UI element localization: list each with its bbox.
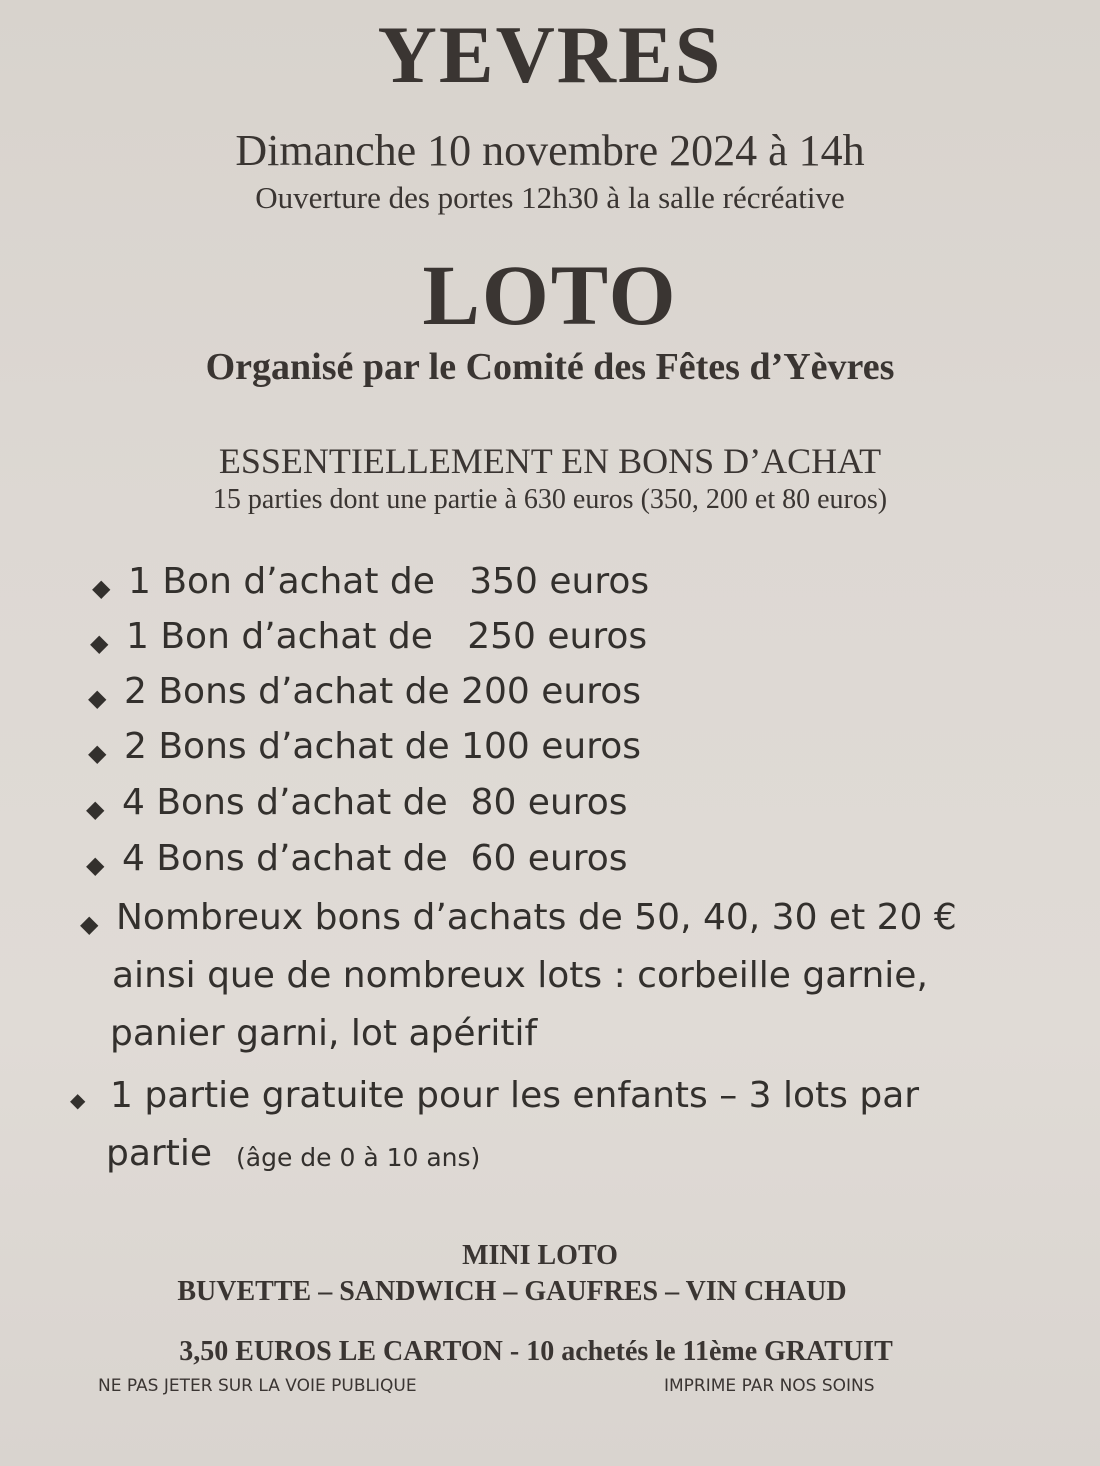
diamond-bullet-icon: ◆ [92, 576, 111, 602]
town-title: YEVRES [377, 9, 723, 100]
prize-item: Nombreux bons d’achats de 50, 40, 30 et 20 € [116, 897, 957, 938]
prize-item: 1 Bon d’achat de 350 euros [128, 561, 650, 602]
summary-headline: ESSENTIELLEMENT EN BONS D’ACHAT [218, 441, 882, 481]
prize-item-continuation: partie [106, 1133, 212, 1174]
event-date: Dimanche 10 novembre 2024 à 14h [235, 126, 865, 175]
diamond-bullet-icon: ◆ [86, 797, 105, 823]
mini-loto: MINI LOTO [462, 1240, 618, 1271]
event-title: LOTO [422, 247, 678, 343]
notice-left: NE PAS JETER SUR LA VOIE PUBLIQUE [98, 1376, 417, 1396]
notice-right: IMPRIME PAR NOS SOINS [664, 1376, 875, 1396]
organizer: Organisé par le Comité des Fêtes d’Yèvres [205, 346, 895, 388]
diamond-bullet-icon: ◆ [90, 631, 109, 657]
prize-item: 1 Bon d’achat de 250 euros [126, 616, 648, 657]
refreshments: BUVETTE – SANDWICH – GAUFRES – VIN CHAUD [177, 1276, 847, 1307]
prize-item-continuation: panier garni, lot apéritif [110, 1013, 538, 1054]
prize-item: 2 Bons d’achat de 200 euros [124, 671, 642, 712]
diamond-bullet-icon: ◆ [88, 686, 107, 712]
prize-item: 4 Bons d’achat de 80 euros [122, 782, 628, 823]
diamond-bullet-icon: ◆ [80, 912, 99, 938]
diamond-bullet-icon: ◆ [86, 853, 105, 879]
prize-item-continuation: ainsi que de nombreux lots : corbeille garnie, [112, 955, 928, 996]
doors-opening: Ouverture des portes 12h30 à la salle récréative [255, 180, 845, 215]
diamond-bullet-icon: ◆ [70, 1090, 86, 1112]
age-note: (âge de 0 à 10 ans) [236, 1143, 481, 1172]
diamond-bullet-icon: ◆ [88, 741, 107, 767]
prize-item: 4 Bons d’achat de 60 euros [122, 838, 628, 879]
card-price: 3,50 EUROS LE CARTON - 10 achetés le 11ème GRATUIT [179, 1336, 893, 1367]
summary-detail: 15 parties dont une partie à 630 euros (350, 200 et 80 euros) [212, 484, 888, 515]
prize-item: 2 Bons d’achat de 100 euros [124, 726, 642, 767]
prize-item: 1 partie gratuite pour les enfants – 3 lots par [110, 1075, 920, 1116]
